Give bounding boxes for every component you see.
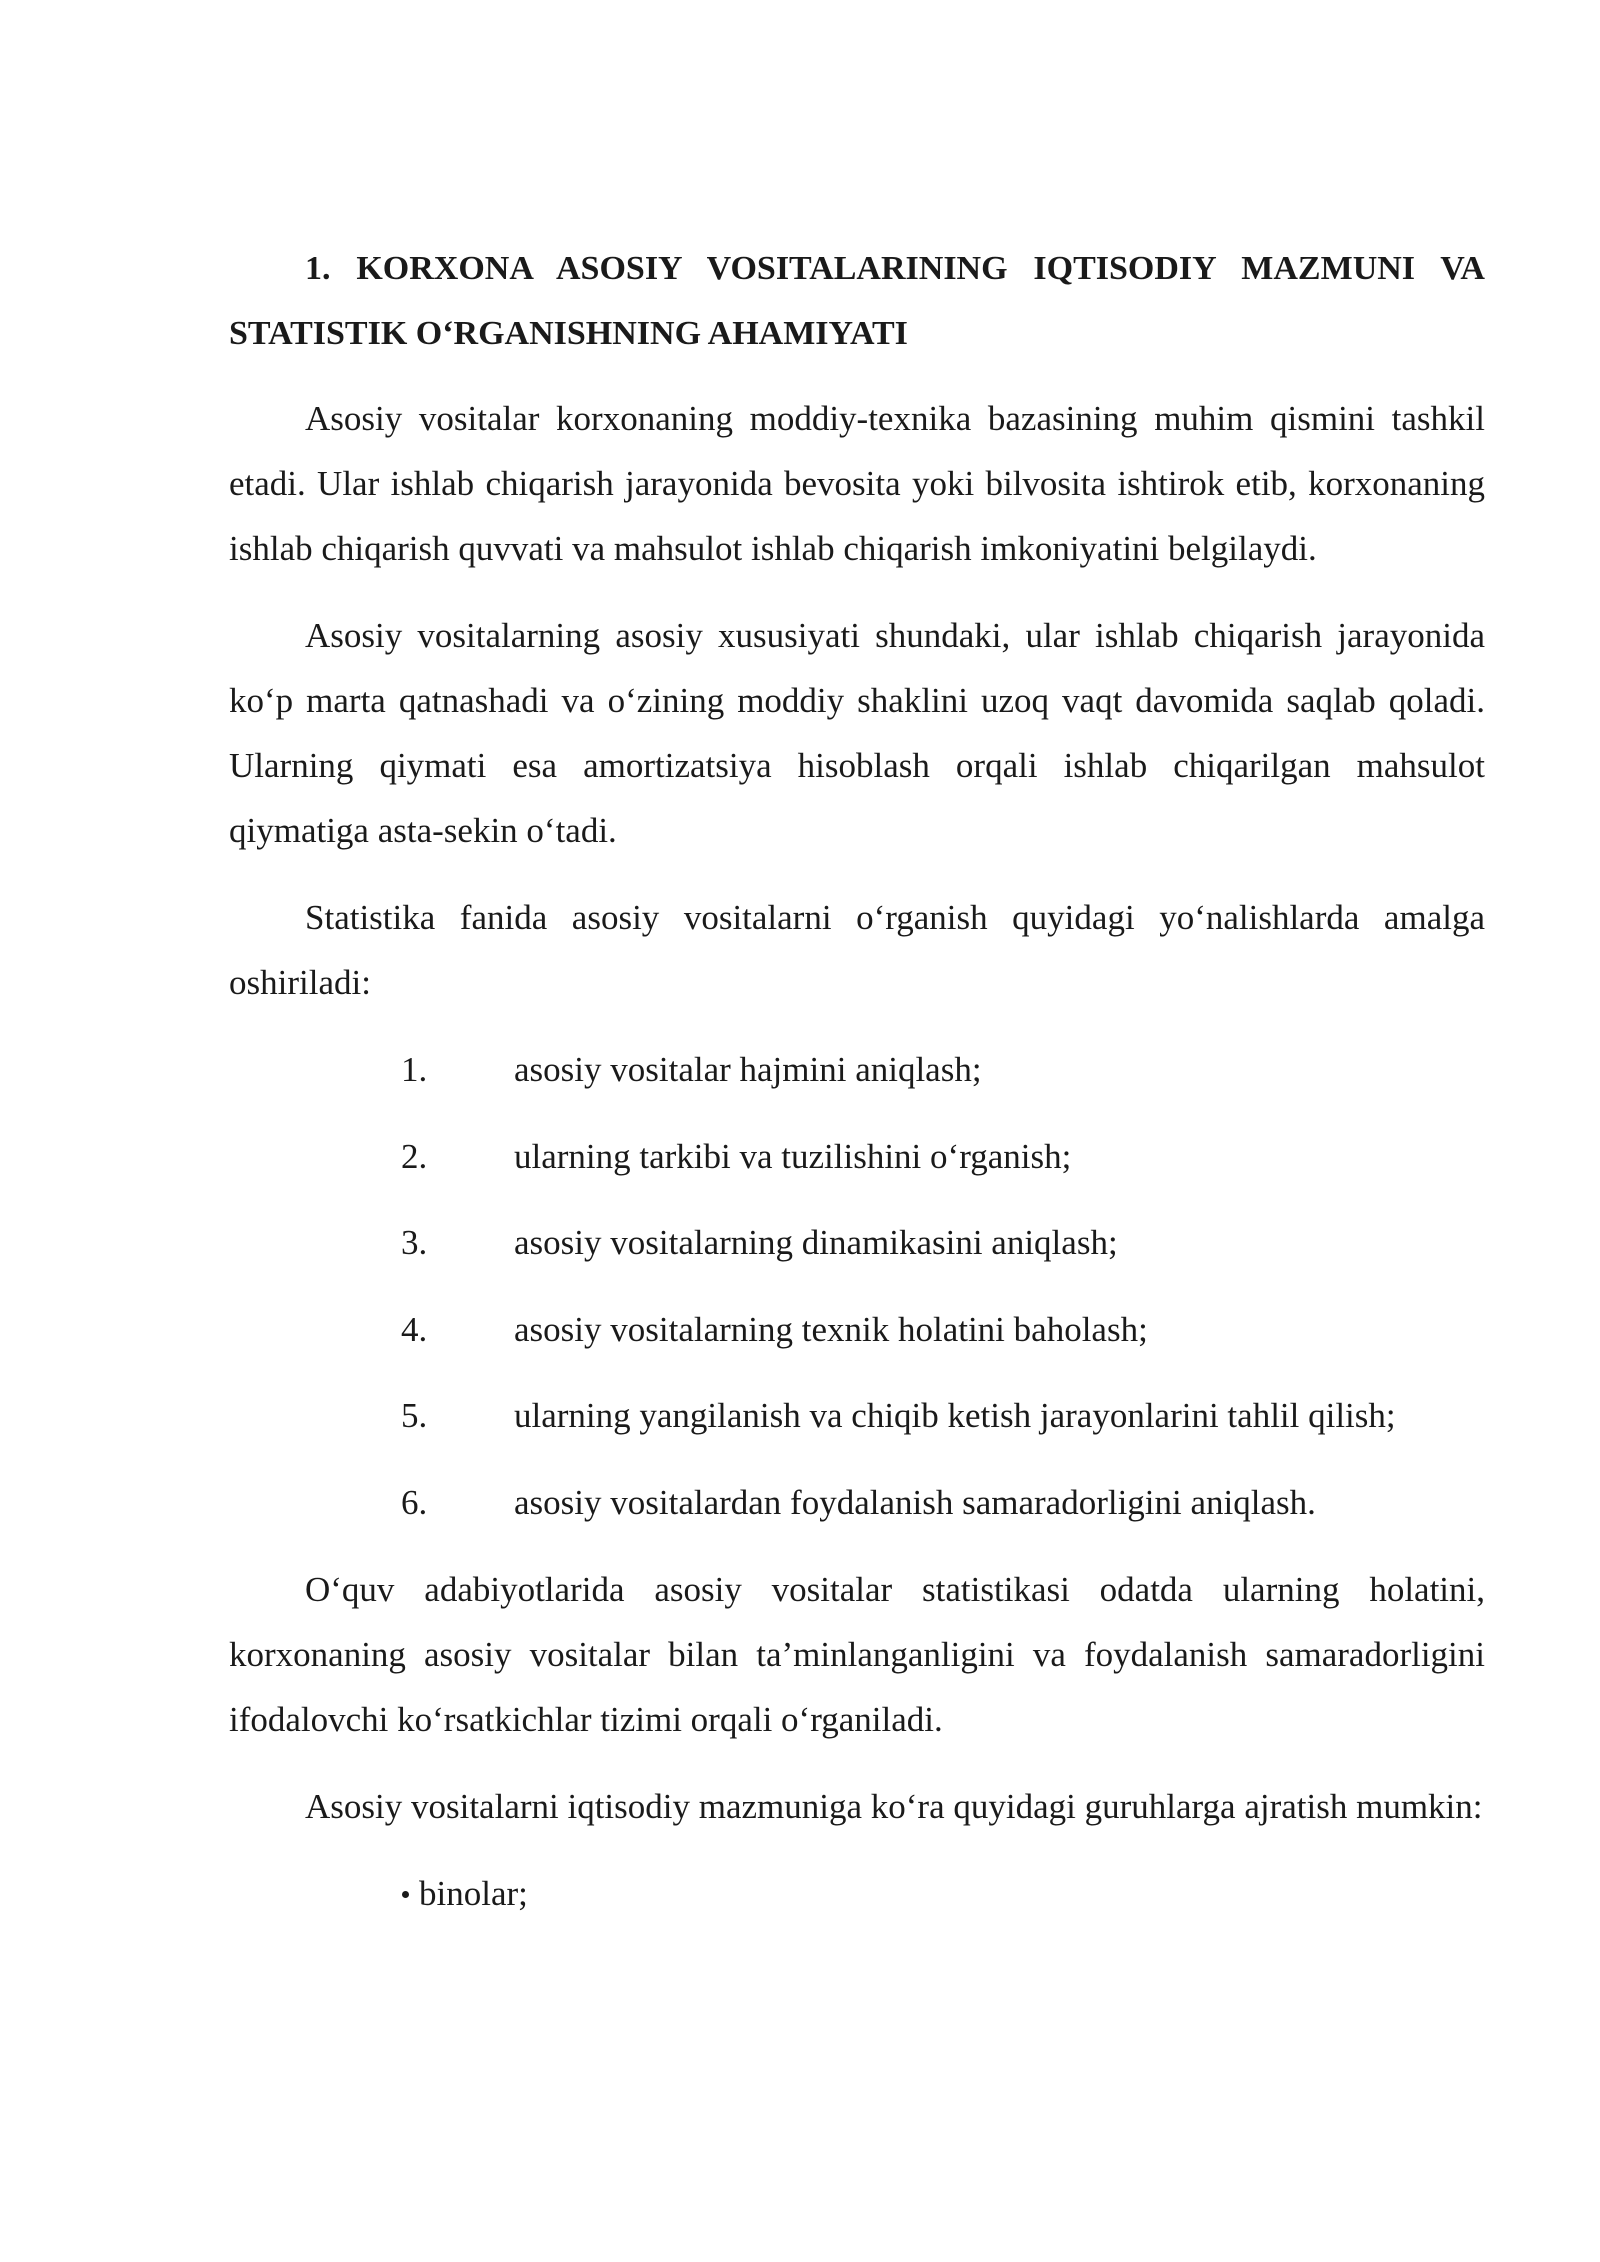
list-item bbox=[229, 1037, 1485, 1102]
list-item bbox=[229, 1124, 1485, 1189]
list-item-text: ularning yangilanish va chiqib ketish jarayonlarini tahlil qilish; bbox=[514, 1396, 1396, 1435]
list-item-text: asosiy vositalarning texnik holatini baholash; bbox=[514, 1309, 1148, 1349]
list-item bbox=[229, 1210, 1485, 1275]
asset-groups-list bbox=[229, 1861, 1485, 1926]
paragraph-indicators: O‘quv adabiyotlarida asosiy vositalar statistikasi odatda ularning holatini, korxonaning asosiy vositalar bilan ta’minlanganligini va foydalanish samaradorligini ifodalovchi ko‘rsatkichlar tizimi orqali o‘rganiladi. bbox=[229, 1569, 1485, 1739]
list-item-number: 5. bbox=[401, 1396, 428, 1435]
list-item-number: 3. bbox=[401, 1223, 428, 1262]
list-item-text: ularning tarkibi va tuzilishini o‘rganish; bbox=[514, 1136, 1072, 1176]
list-item bbox=[229, 1470, 1485, 1535]
list-item-text: asosiy vositalardan foydalanish samaradorligini aniqlash. bbox=[514, 1482, 1316, 1522]
bullet-icon bbox=[402, 1891, 409, 1898]
list-item-number: 4. bbox=[401, 1309, 428, 1349]
section-heading: 1. KORXONA ASOSIY VOSITALARINING IQTISODIY MAZMUNI VA STATISTIK O‘RGANISHNING AHAMIYATI bbox=[229, 250, 1485, 352]
list-item-number: 2. bbox=[401, 1136, 428, 1176]
bullet-item-text: binolar; bbox=[419, 1873, 528, 1913]
list-item-number: 6. bbox=[401, 1482, 428, 1522]
study-directions-list bbox=[229, 1037, 1485, 1535]
paragraph-study-directions: Statistika fanida asosiy vositalarni o‘rganish quyidagi yo‘nalishlarda amalga oshiriladi: bbox=[229, 898, 1485, 1002]
list-item bbox=[229, 1383, 1485, 1448]
paragraph-properties: Asosiy vositalarning asosiy xususiyati shundaki, ular ishlab chiqarish jarayonida ko‘p marta qatnashadi va o‘zining moddiy shaklini uzoq vaqt davomida saqlab qoladi. Ularning qiymati esa amortizatsiya hisoblash orqali ishlab chiqarilgan mahsulot qiymatiga asta-sekin o‘tadi. bbox=[229, 616, 1485, 850]
list-item-text: asosiy vositalarning dinamikasini aniqlash; bbox=[514, 1223, 1118, 1262]
document-page bbox=[229, 236, 1485, 1926]
paragraph-intro: Asosiy vositalar korxonaning moddiy-texnika bazasining muhim qismini tashkil etadi. Ular ishlab chiqarish jarayonida bevosita yoki bilvosita ishtirok etib, korxonaning ishlab chiqarish quvvati va mahsulot ishlab chiqarish imkoniyatini belgilaydi. bbox=[229, 399, 1485, 568]
list-item-text: asosiy vositalar hajmini aniqlash; bbox=[514, 1050, 982, 1089]
list-item-number: 1. bbox=[401, 1050, 428, 1089]
paragraph-groups: Asosiy vositalarni iqtisodiy mazmuniga ko‘ra quyidagi guruhlarga ajratish mumkin: bbox=[305, 1786, 1483, 1826]
list-item bbox=[229, 1297, 1485, 1362]
bullet-item bbox=[229, 1861, 1485, 1926]
